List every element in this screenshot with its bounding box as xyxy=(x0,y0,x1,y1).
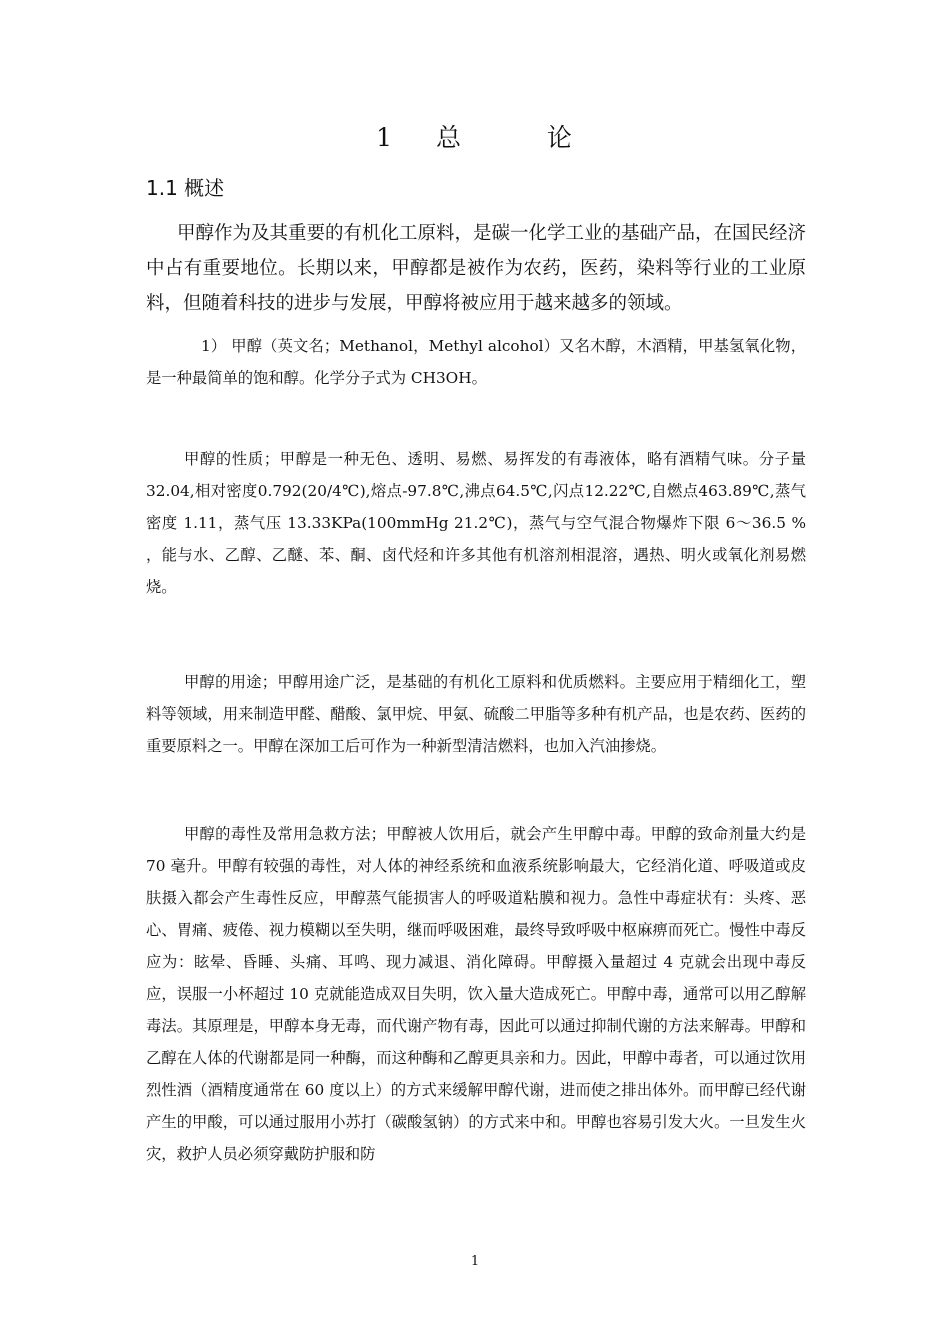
toxicity-paragraph: 甲醇的毒性及常用急救方法；甲醇被人饮用后，就会产生甲醇中毒。甲醇的致命剂量大约是 70 毫升。甲醇有较强的毒性，对人体的神经系统和血液系统影响最大，它经消化道、呼吸道或皮肤摄入都会产生毒性反应，甲醇蒸气能损害人的呼吸道粘膜和视力。急性中毒症状有：头疼、恶心、胃痛、疲倦、视力模糊以至失明，继而呼吸困难，最终导致呼吸中枢麻痹而死亡。慢性中毒反应为：眩晕、昏睡、头痛、耳鸣、现力减退、消化障碍。甲醇摄入量超过 4 克就会出现中毒反应，误服一小杯超过 10 克就能造成双目失明，饮入量大造成死亡。甲醇中毒，通常可以用乙醇解毒法。其原理是，甲醇本身无毒，而代谢产物有毒，因此可以通过抑制代谢的方法来解毒。甲醇和乙醇在人体的代谢都是同一种酶，而这种酶和乙醇更具亲和力。因此，甲醇中毒者，可以通过饮用烈性酒（酒精度通常在 60 度以上）的方式来缓解甲醇代谢，进而使之排出体外。而甲醇已经代谢产生的甲酸，可以通过服用小苏打（碳酸氢钠）的方式来中和。甲醇也容易引发大火。一旦发生火灾，救护人员必须穿戴防护服和防 xyxy=(146,825,806,1163)
chapter-title: 1 总 论 xyxy=(376,123,574,152)
uses-paragraph: 甲醇的用途；甲醇用途广泛，是基础的有机化工原料和优质燃料。主要应用于精细化工，塑料等领域，用来制造甲醛、醋酸、氯甲烷、甲氨、硫酸二甲脂等多种有机产品，也是农药、医药的重要原料之一。甲醇在深加工后可作为一种新型清洁燃料，也加入汽油掺烧。 xyxy=(146,673,806,755)
properties-paragraph: 甲醇的性质；甲醇是一种无色、透明、易燃、易挥发的有毒液体，略有酒精气味。分子量32.04,相对密度0.792(20/4℃),熔点-97.8℃,沸点64.5℃,闪点12.22℃,自燃点463.89℃,蒸气密度 1.11，蒸气压 13.33KPa(100mmHg 21.2℃)，蒸气与空气混合物爆炸下限 6～36.5 % ，能与水、乙醇、乙醚、苯、酮、卤代烃和许多其他有机溶剂相混溶，遇热、明火或氧化剂易燃烧。 xyxy=(146,450,806,596)
page-number: 1 xyxy=(470,1254,480,1269)
intro-paragraph: 甲醇作为及其重要的有机化工原料，是碳一化学工业的基础产品，在国民经济中占有重要地位。长期以来，甲醇都是被作为农药，医药，染料等行业的工业原料，但随着科技的进步与发展，甲醇将被应用于越来越多的领域。 xyxy=(146,223,807,314)
section-heading: 1.1 概述 xyxy=(146,176,225,200)
list-item-1-paragraph: 1） 甲醇（英文名；Methanol，Methyl alcohol）又名木醇，木酒精，甲基氢氧化物，是一种最简单的饱和醇。化学分子式为 CH3OH。 xyxy=(146,337,806,387)
